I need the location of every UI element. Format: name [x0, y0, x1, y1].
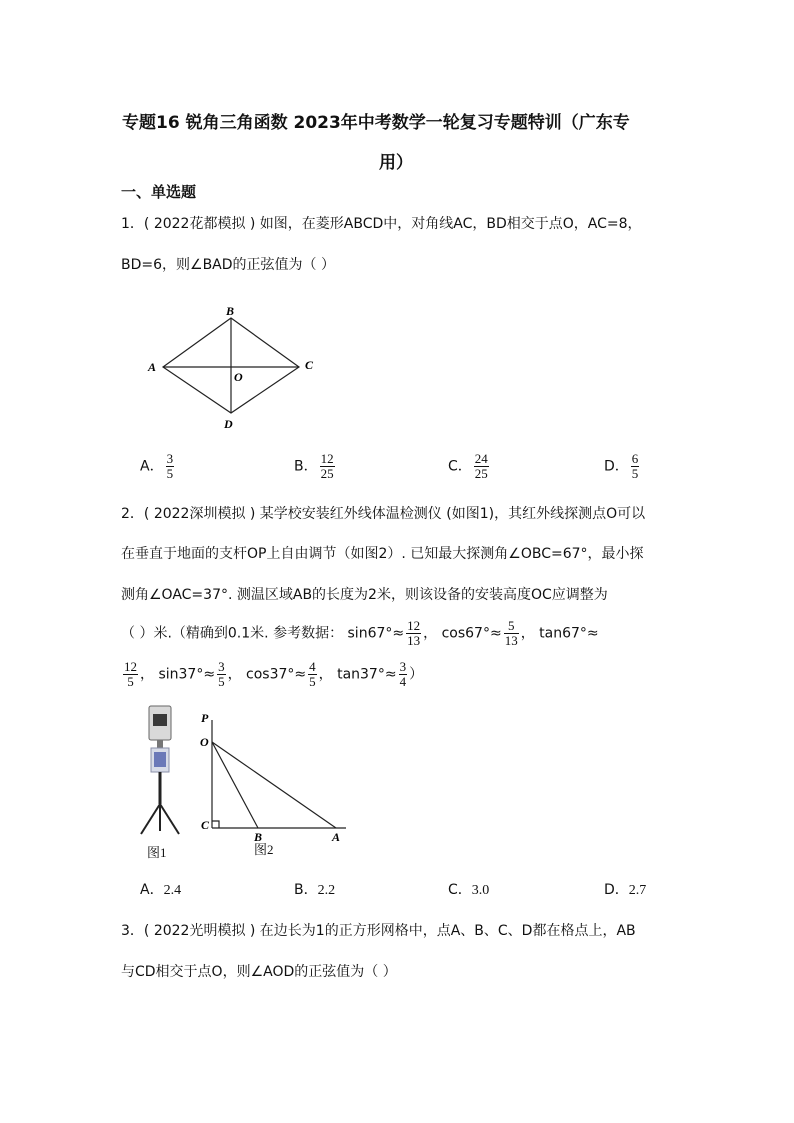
label-b: B — [254, 830, 263, 844]
q2-device-photo — [135, 700, 195, 870]
q2-option-a[interactable]: A．2.4 — [140, 882, 182, 898]
fraction-sin67: $\frac{12}{13}$ — [407, 618, 421, 648]
label-c: C — [201, 818, 210, 832]
q2-option-d[interactable]: D．2.7 — [604, 882, 647, 898]
q2-text-line2: 在垂直于地面的支杆OP上自由调节（如图2）. 已知最大探测角∠OBC=67°，最小探 — [121, 546, 644, 562]
q2-text-line3: 测角∠OAC=37°. 测温区域AB的长度为2米，则该设备的安装高度OC应调整为 — [121, 587, 608, 603]
fraction-tan37: $\frac{3}{4}$ — [399, 659, 407, 689]
q3-text-line2: 与CD相交于点O，则∠AOD的正弦值为（ ） — [121, 964, 397, 980]
q3-text-line1: 3．( 2022光明模拟 ) 在边长为1的正方形网格中，点A、B、C、D都在格点上，AB — [121, 923, 636, 939]
tripod-leg-left — [141, 804, 160, 834]
label-b: B — [226, 304, 235, 318]
label-p: P — [201, 711, 209, 725]
q2-text-line5: $\frac{12}{5}$ ， sin37°≈ $\frac{3}{5}$ ， cos37°≈ $\frac{4}{5}$ ， tan37°≈ $\frac{3}{4}$ ） — [124, 659, 424, 689]
q1-option-a[interactable] — [140, 452, 176, 481]
label-o: O — [200, 735, 209, 749]
page-title: 专题16 锐角三角函数 2023年中考数学一轮复习专题特训（广东专 — [122, 113, 630, 133]
q2-triangle-figure — [198, 708, 358, 858]
tripod-leg-right — [160, 804, 179, 834]
option-label: A． — [140, 458, 164, 475]
q1-rhombus-figure — [145, 300, 325, 435]
q1-text-line2: BD=6，则∠BAD的正弦值为（ ） — [121, 257, 335, 273]
label-o: O — [234, 370, 243, 384]
device-display — [154, 752, 166, 767]
fraction-sin37: $\frac{3}{5}$ — [218, 659, 225, 689]
q2-option-c[interactable]: C．3.0 — [448, 882, 490, 898]
fraction-cos67: $\frac{5}{13}$ — [504, 618, 518, 648]
label-a: A — [332, 830, 341, 844]
device-screen — [153, 714, 167, 726]
option-label: D． — [604, 458, 629, 475]
segment-oa — [212, 742, 336, 828]
q2-text-line1: 2．( 2022深圳模拟 ) 某学校安装红外线体温检测仪 (如图1)，其红外线探测点O可以 — [121, 506, 646, 522]
q2-text-line4: （ ）米.（精确到0.1米. 参考数据： sin67°≈ $\frac{12}{13}$ ， cos67°≈ $\frac{5}{13}$ ， tan67°≈ — [121, 618, 599, 648]
option-fraction: $\frac{12}{25}$ — [320, 451, 334, 481]
fraction-tan67: $\frac{12}{5}$ — [124, 659, 137, 689]
q1-option-d[interactable] — [604, 452, 641, 481]
option-fraction: $\frac{24}{25}$ — [474, 451, 488, 481]
page-title-continued: 用） — [379, 153, 413, 173]
label-c: C — [305, 358, 314, 372]
label-a: A — [148, 360, 157, 374]
option-label: C． — [448, 458, 472, 475]
label-d: D — [224, 417, 233, 431]
right-angle-mark — [212, 821, 219, 828]
fig2-caption: 图2 — [254, 842, 274, 857]
q1-text-line1: 1．( 2022花都模拟 ) 如图，在菱形ABCD中，对角线AC，BD相交于点O，AC=8， — [121, 216, 642, 232]
option-label: B． — [294, 458, 318, 475]
option-fraction: $\frac{3}{5}$ — [166, 451, 174, 481]
q1-option-c[interactable] — [448, 452, 491, 481]
fraction-cos37: $\frac{4}{5}$ — [309, 659, 316, 689]
segment-ob — [212, 742, 258, 828]
section-heading: 一、单选题 — [121, 183, 197, 201]
fig1-caption: 图1 — [147, 845, 167, 860]
device-neck — [157, 740, 163, 748]
q2-option-b[interactable]: B．2.2 — [294, 882, 336, 898]
option-fraction: $\frac{6}{5}$ — [631, 451, 639, 481]
q1-option-b[interactable] — [294, 452, 337, 481]
